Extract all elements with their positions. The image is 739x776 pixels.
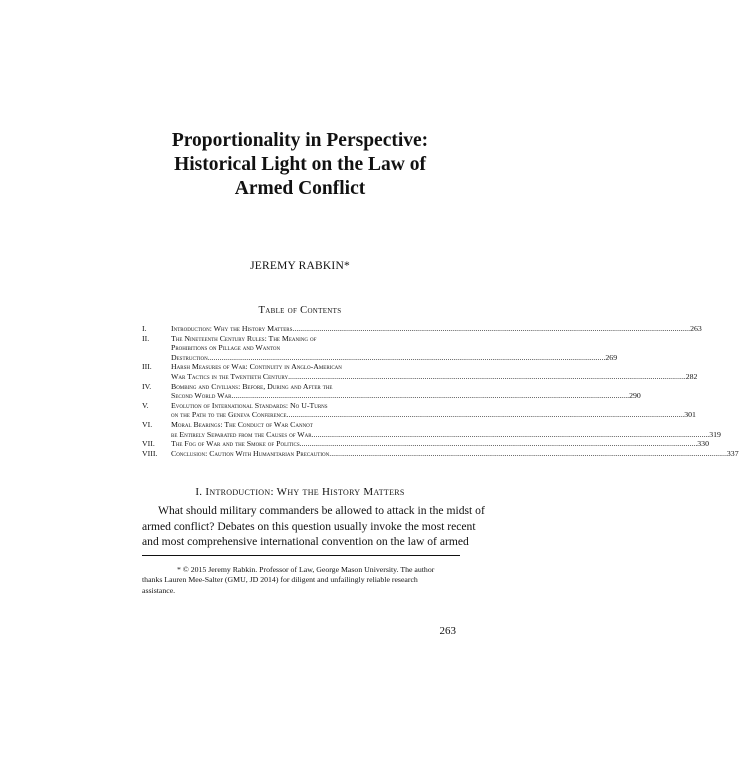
footnote xyxy=(142,565,460,596)
body-line: armed conflict? Debates on this question usually invoke the most recent xyxy=(142,519,476,533)
toc-entry-line xyxy=(171,324,702,334)
toc-entry-number: II. xyxy=(142,333,150,343)
toc-entry-number: VI. xyxy=(142,419,153,429)
toc-entry-line xyxy=(171,430,721,440)
toc-entry-body xyxy=(171,334,617,363)
title-line: Historical Light on the Law of xyxy=(174,154,426,175)
footnote-line: thanks Lauren Mee-Salter (GMU, JD 2014) for diligent and unfailingly reliable research xyxy=(142,575,418,585)
toc-entry-line xyxy=(171,353,617,363)
toc-entry xyxy=(142,324,702,334)
toc-leader-dots xyxy=(329,449,727,459)
toc-entry-body xyxy=(171,449,739,459)
toc-entry-number: VIII. xyxy=(142,448,158,458)
body-paragraph xyxy=(142,503,485,550)
toc-entry-page: 301 xyxy=(684,410,696,420)
author-name: JEREMY RABKIN* xyxy=(250,260,350,272)
toc-entry-title: Introduction: Why the History Matters xyxy=(171,324,293,333)
toc-entry-line xyxy=(171,372,697,382)
toc-entry-title: Harsh Measures of War: Continuity in Anglo-American xyxy=(171,362,342,372)
toc-leader-dots xyxy=(287,410,685,420)
toc-entry-body xyxy=(171,439,709,449)
toc-entry-title: Evolution of International Standards: No U-Turns xyxy=(171,400,328,410)
toc-leader-dots xyxy=(300,439,698,449)
toc-entry-line xyxy=(171,362,697,372)
toc-entry-page: 330 xyxy=(697,439,709,449)
title-line: Armed Conflict xyxy=(234,178,366,199)
toc-entry-title: be Entirely Separated from the Causes of War xyxy=(171,429,312,439)
toc-entry-number: I. xyxy=(142,324,147,333)
toc-entry-number: V. xyxy=(142,400,149,410)
toc-entry-body xyxy=(171,420,721,439)
toc-leader-dots xyxy=(288,372,686,382)
title-line: Proportionality in Perspective: xyxy=(171,130,429,151)
toc-entry-number: VII. xyxy=(142,439,155,449)
toc-entry-body xyxy=(171,401,696,420)
toc-entry xyxy=(142,381,641,401)
toc-entry-line xyxy=(171,401,696,411)
toc-entry xyxy=(142,362,698,381)
toc-entry xyxy=(142,400,696,420)
toc-entry-title: Prohibitions on Pillage and Wanton xyxy=(171,343,281,353)
footnote-line: * © 2015 Jeremy Rabkin. Professor of Law, George Mason University. The author xyxy=(177,565,435,574)
toc-entry-title: Conclusion: Caution With Humanitarian Precaution xyxy=(171,448,330,458)
toc-entry-body xyxy=(171,382,641,401)
toc-entry-line xyxy=(171,449,739,459)
toc-entry-page: 319 xyxy=(709,429,721,439)
toc-entry-number: III. xyxy=(142,362,152,372)
toc-leader-dots xyxy=(231,391,629,401)
page-number: 263 xyxy=(439,625,456,637)
toc-entry-title: The Nineteenth Century Rules: The Meaning of xyxy=(171,333,317,343)
footnote-divider xyxy=(142,555,460,556)
toc-entry-line xyxy=(171,343,617,353)
toc-entry-page: 263 xyxy=(690,324,702,333)
toc-entry-line xyxy=(171,382,641,392)
toc-entry xyxy=(142,333,618,363)
toc-entry-title: The Fog of War and the Smoke of Politics xyxy=(171,439,300,449)
toc-entry-title: on the Path to the Geneva Conference xyxy=(171,410,287,420)
toc-leader-dots xyxy=(292,324,690,334)
toc-entry-title: War Tactics in the Twentieth Century xyxy=(171,371,289,381)
toc-entry-title: Bombing and Civilians: Before, During and After the xyxy=(171,381,333,391)
toc-heading: Table of Contents xyxy=(258,305,342,316)
toc-entry-body xyxy=(171,362,697,381)
toc-entry xyxy=(142,439,709,449)
toc-entry xyxy=(142,448,739,459)
body-line: and most comprehensive international convention on the law of armed xyxy=(142,535,469,548)
toc-entry-title: Second World War xyxy=(171,391,232,401)
toc-entry-line xyxy=(171,334,617,344)
toc-entry-page: 337 xyxy=(726,448,739,458)
table-of-contents xyxy=(142,324,739,458)
toc-entry-title: Moral Bearings: The Conduct of War Cannot xyxy=(171,419,313,429)
toc-entry-number: IV. xyxy=(142,381,152,391)
toc-entry xyxy=(142,419,721,439)
toc-entry-body xyxy=(171,324,702,334)
toc-entry-line xyxy=(171,420,721,430)
toc-entry-page: 290 xyxy=(629,391,641,401)
toc-entry-title: Destruction xyxy=(171,352,208,362)
section-heading: I. Introduction: Why the History Matters xyxy=(195,486,405,498)
toc-entry-line xyxy=(171,410,696,420)
footnote-line: assistance. xyxy=(142,585,176,595)
article-title xyxy=(0,129,600,201)
toc-entry-page: 282 xyxy=(685,371,698,381)
toc-leader-dots xyxy=(208,353,606,363)
toc-entry-page: 269 xyxy=(605,352,618,362)
toc-entry-line xyxy=(171,391,641,401)
toc-entry-line xyxy=(171,439,709,449)
toc-leader-dots xyxy=(312,430,710,440)
body-line: What should military commanders be allowed to attack in the midst of xyxy=(158,504,485,517)
